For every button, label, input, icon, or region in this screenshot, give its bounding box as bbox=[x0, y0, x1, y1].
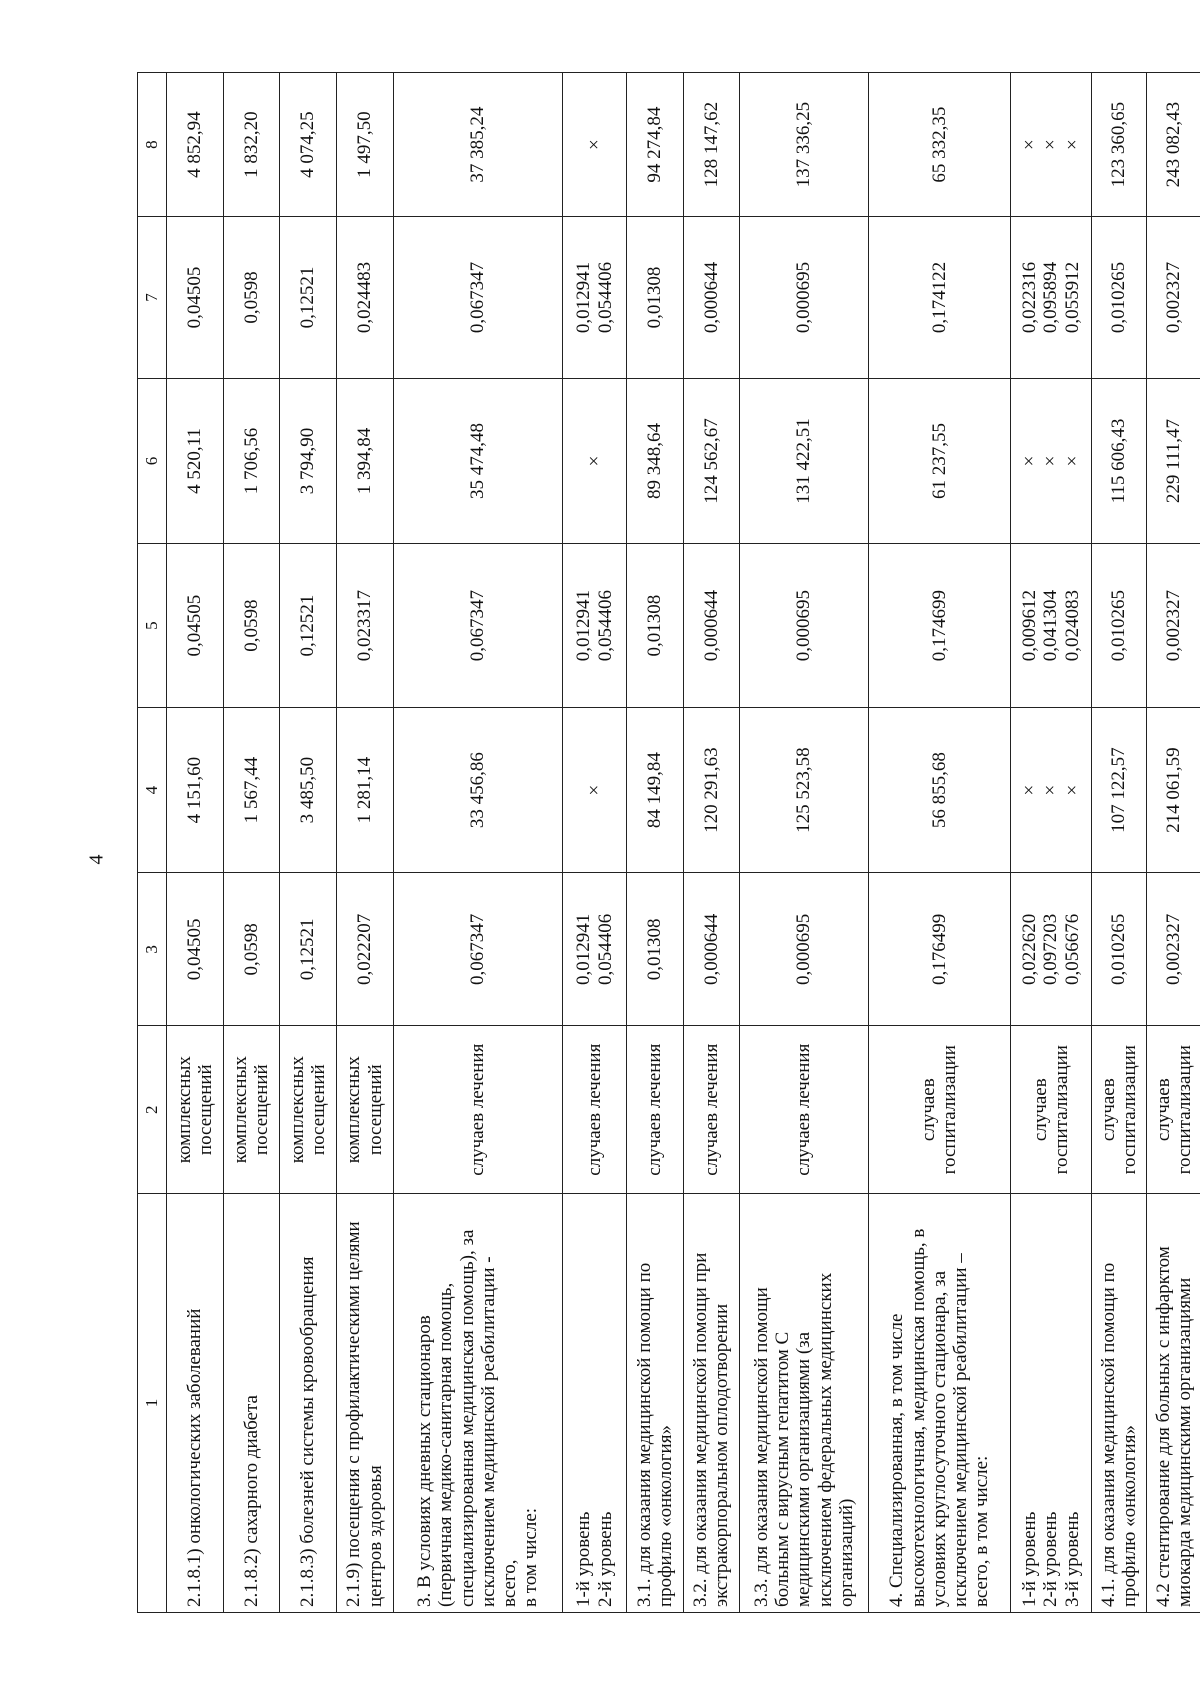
value-cell: 0,04505 bbox=[167, 217, 224, 378]
value-cell: × bbox=[563, 378, 627, 544]
table-row bbox=[280, 73, 337, 1613]
value-cell: 0,000695 bbox=[740, 217, 869, 378]
row-label: 2.1.8.3) болезней системы кровообращения bbox=[280, 1194, 337, 1613]
value-cell: 0,12521 bbox=[280, 217, 337, 378]
table-row bbox=[223, 73, 280, 1613]
data-table bbox=[137, 72, 1200, 1613]
value-cell: 1 281,14 bbox=[336, 707, 393, 873]
unit-cell: комплексных посещений bbox=[167, 1026, 224, 1194]
value-cell: 4 852,94 bbox=[167, 73, 224, 217]
value-cell: 115 606,43 bbox=[1091, 378, 1146, 544]
value-cell: 1 497,50 bbox=[336, 73, 393, 217]
unit-cell: случаев госпитализации bbox=[1146, 1026, 1200, 1194]
row-label: 4. Специализированная, в том числе высокотехнологичная, медицинская помощь, в условиях круглосуточного стационара, за исключением медицинской реабилитации – всего, в том числе: bbox=[868, 1194, 1010, 1613]
unit-cell: случаев лечения bbox=[393, 1026, 563, 1194]
value-cell: 0,010265 bbox=[1091, 217, 1146, 378]
value-cell: 0,067347 bbox=[393, 544, 563, 708]
row-label: 1-й уровень 2-й уровень bbox=[563, 1194, 627, 1613]
column-header: 8 bbox=[138, 73, 167, 217]
value-cell: 0,023317 bbox=[336, 544, 393, 708]
value-cell: 0,176499 bbox=[868, 873, 1010, 1026]
table-body bbox=[167, 73, 1200, 1613]
value-cell: 0,000695 bbox=[740, 544, 869, 708]
table-row bbox=[1146, 73, 1200, 1613]
column-header: 5 bbox=[138, 544, 167, 708]
column-header: 7 bbox=[138, 217, 167, 378]
table-row bbox=[626, 73, 683, 1613]
value-cell: 1 832,20 bbox=[223, 73, 280, 217]
unit-cell: комплексных посещений bbox=[280, 1026, 337, 1194]
value-cell: 0,174699 bbox=[868, 544, 1010, 708]
unit-cell: случаев лечения bbox=[683, 1026, 740, 1194]
value-cell: 1 567,44 bbox=[223, 707, 280, 873]
value-cell: × × × bbox=[1011, 73, 1092, 217]
value-cell: 4 520,11 bbox=[167, 378, 224, 544]
value-cell: 0,000644 bbox=[683, 217, 740, 378]
value-cell: 94 274,84 bbox=[626, 73, 683, 217]
value-cell: 35 474,48 bbox=[393, 378, 563, 544]
column-header: 1 bbox=[138, 1194, 167, 1613]
row-label: 2.1.8.2) сахарного диабета bbox=[223, 1194, 280, 1613]
unit-cell: случаев госпитализации bbox=[1091, 1026, 1146, 1194]
unit-cell: случаев лечения bbox=[740, 1026, 869, 1194]
value-cell: 0,012941 0,054406 bbox=[563, 217, 627, 378]
value-cell: 123 360,65 bbox=[1091, 73, 1146, 217]
table-row bbox=[1091, 73, 1146, 1613]
value-cell: 56 855,68 bbox=[868, 707, 1010, 873]
row-label: 3.3. для оказания медицинской помощи больным с вирусным гепатитом С медицинскими организациями (за исключением федеральных медицинских организаций) bbox=[740, 1194, 869, 1613]
value-cell: × bbox=[563, 707, 627, 873]
value-cell: 128 147,62 bbox=[683, 73, 740, 217]
value-cell: 4 074,25 bbox=[280, 73, 337, 217]
value-cell: 0,010265 bbox=[1091, 873, 1146, 1026]
value-cell: 137 336,25 bbox=[740, 73, 869, 217]
value-cell: 0,0598 bbox=[223, 544, 280, 708]
value-cell: 65 332,35 bbox=[868, 73, 1010, 217]
row-label: 3.1. для оказания медицинской помощи по профилю «онкология» bbox=[626, 1194, 683, 1613]
table-row bbox=[1011, 73, 1092, 1613]
value-cell: 1 394,84 bbox=[336, 378, 393, 544]
value-cell: 0,022207 bbox=[336, 873, 393, 1026]
value-cell: 125 523,58 bbox=[740, 707, 869, 873]
table-row bbox=[167, 73, 224, 1613]
value-cell: 0,002327 bbox=[1146, 873, 1200, 1026]
row-label: 4.2 стентирование для больных с инфарктом миокарда медицинскими организациями bbox=[1146, 1194, 1200, 1613]
table-row bbox=[683, 73, 740, 1613]
value-cell: 0,067347 bbox=[393, 217, 563, 378]
value-cell: 0,002327 bbox=[1146, 217, 1200, 378]
value-cell: 1 706,56 bbox=[223, 378, 280, 544]
rotated-table-wrapper bbox=[137, 72, 1200, 1613]
table-row bbox=[740, 73, 869, 1613]
value-cell: 0,01308 bbox=[626, 873, 683, 1026]
unit-cell: случаев лечения bbox=[626, 1026, 683, 1194]
value-cell: 0,04505 bbox=[167, 544, 224, 708]
unit-cell: случаев госпитализации bbox=[1011, 1026, 1092, 1194]
column-header: 6 bbox=[138, 378, 167, 544]
table-row bbox=[868, 73, 1010, 1613]
value-cell: × bbox=[563, 73, 627, 217]
value-cell: 61 237,55 bbox=[868, 378, 1010, 544]
row-label: 1-й уровень 2-й уровень 3-й уровень bbox=[1011, 1194, 1092, 1613]
row-label: 3.2. для оказания медицинской помощи при экстракорпоральном оплодотворении bbox=[683, 1194, 740, 1613]
value-cell: 0,000695 bbox=[740, 873, 869, 1026]
value-cell: 229 111,47 bbox=[1146, 378, 1200, 544]
table-row bbox=[393, 73, 563, 1613]
value-cell: 0,000644 bbox=[683, 873, 740, 1026]
row-label: 2.1.8.1) онкологических заболеваний bbox=[167, 1194, 224, 1613]
value-cell: 0,04505 bbox=[167, 873, 224, 1026]
value-cell: 0,174122 bbox=[868, 217, 1010, 378]
unit-cell: комплексных посещений bbox=[336, 1026, 393, 1194]
header-row bbox=[138, 73, 167, 1613]
value-cell: 89 348,64 bbox=[626, 378, 683, 544]
value-cell: 0,067347 bbox=[393, 873, 563, 1026]
value-cell: × × × bbox=[1011, 707, 1092, 873]
value-cell: 107 122,57 bbox=[1091, 707, 1146, 873]
value-cell: 37 385,24 bbox=[393, 73, 563, 217]
value-cell: 0,002327 bbox=[1146, 544, 1200, 708]
value-cell: 0,024483 bbox=[336, 217, 393, 378]
column-header: 4 bbox=[138, 707, 167, 873]
unit-cell: случаев лечения bbox=[563, 1026, 627, 1194]
value-cell: 0,12521 bbox=[280, 873, 337, 1026]
table-row bbox=[336, 73, 393, 1613]
value-cell: 120 291,63 bbox=[683, 707, 740, 873]
value-cell: 0,022316 0,095894 0,055912 bbox=[1011, 217, 1092, 378]
value-cell: 0,022620 0,097203 0,056676 bbox=[1011, 873, 1092, 1026]
value-cell: 124 562,67 bbox=[683, 378, 740, 544]
unit-cell: случаев госпитализации bbox=[868, 1026, 1010, 1194]
value-cell: 3 485,50 bbox=[280, 707, 337, 873]
value-cell: × × × bbox=[1011, 378, 1092, 544]
value-cell: 3 794,90 bbox=[280, 378, 337, 544]
value-cell: 84 149,84 bbox=[626, 707, 683, 873]
page-number: 4 bbox=[85, 854, 108, 865]
value-cell: 0,009612 0,041304 0,024083 bbox=[1011, 544, 1092, 708]
value-cell: 0,012941 0,054406 bbox=[563, 544, 627, 708]
value-cell: 33 456,86 bbox=[393, 707, 563, 873]
row-label: 2.1.9) посещения с профилактическими целями центров здоровья bbox=[336, 1194, 393, 1613]
value-cell: 243 082,43 bbox=[1146, 73, 1200, 217]
value-cell: 0,0598 bbox=[223, 873, 280, 1026]
value-cell: 0,01308 bbox=[626, 544, 683, 708]
value-cell: 131 422,51 bbox=[740, 378, 869, 544]
value-cell: 0,000644 bbox=[683, 544, 740, 708]
value-cell: 0,01308 bbox=[626, 217, 683, 378]
value-cell: 0,012941 0,054406 bbox=[563, 873, 627, 1026]
unit-cell: комплексных посещений bbox=[223, 1026, 280, 1194]
row-label: 3. В условиях дневных стационаров (первичная медико-санитарная помощь, специализированная медицинская помощь), за исключением медицинской реабилитации - всего, в том числе: bbox=[393, 1194, 563, 1613]
value-cell: 0,010265 bbox=[1091, 544, 1146, 708]
column-header: 2 bbox=[138, 1026, 167, 1194]
table-row bbox=[563, 73, 627, 1613]
value-cell: 214 061,59 bbox=[1146, 707, 1200, 873]
value-cell: 0,0598 bbox=[223, 217, 280, 378]
value-cell: 4 151,60 bbox=[167, 707, 224, 873]
row-label: 4.1. для оказания медицинской помощи по профилю «онкология» bbox=[1091, 1194, 1146, 1613]
column-header: 3 bbox=[138, 873, 167, 1026]
value-cell: 0,12521 bbox=[280, 544, 337, 708]
